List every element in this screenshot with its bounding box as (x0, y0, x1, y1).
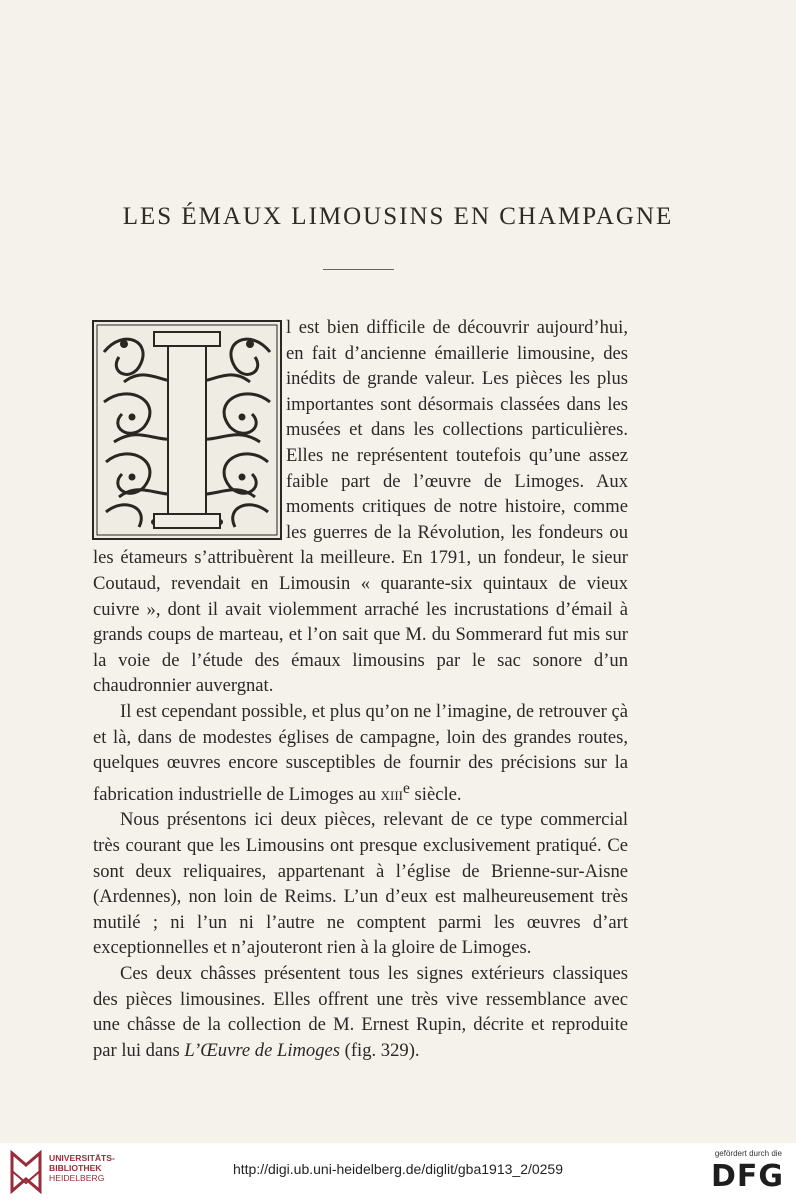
article-body (93, 315, 628, 1063)
century-numeral: xiii (380, 783, 403, 805)
book-title: L’Œuvre de Limoges (184, 1039, 341, 1061)
drop-cap-spacer (93, 315, 286, 545)
paragraph-2-text-b: siècle. (409, 783, 462, 805)
paragraph-1-text: l est bien difficile de découvrir aujourd’hui, en fait d’ancienne émaillerie limousine, des inédits de grande valeur. Les pièces les plus importantes sont désormais classées dans les musées et dans les collections particulières. Elles ne représentent toutefois qu’une assez faible part de l’œuvre de Limoges. Aux moments critiques de notre histoire, comme les guerres de la Révolution, les fondeurs ou les étameurs s’attribuèrent la meilleure. En 1791, un fondeur, le sieur Coutaud, revendait en Limousin « quarante-six quintaux de vieux cuivre », dont il avait violemment arraché les incrustations d’émail à grands coups de marteau, et l’on sait que M. du Sommerard fut mis sur la voie de l’étude des émaux limousins par le sac sonore d’un chaudronnier auvergnat. (93, 317, 628, 697)
dfg-logo: DFG (710, 1159, 784, 1194)
library-name-line-2: BIBLIOTHEK (49, 1163, 102, 1173)
paragraph-4 (93, 961, 628, 1063)
paragraph-2-text-a: Il est cependant possible, et plus qu’on ne l’imagine, de retrouver çà et là, dans de modestes églises de campagne, loin des grandes routes, quelques œuvres encore susceptibles de fournir des précisions sur la fabrication industrielle de Limoges au (93, 700, 628, 805)
century-superscript: e (403, 779, 410, 797)
paragraph-4-text-a: Ces deux châsses présentent tous les signes extérieurs classiques des pièces limousines. Elles offrent une très vive ressemblance avec une châsse de la collection de M. Ernest Rupin, décrite et reproduite par lui dans (93, 963, 628, 1061)
paragraph-4-text-b: (fig. 329). (340, 1039, 420, 1061)
library-name-line-1: UNIVERSITÄTS- (49, 1153, 115, 1163)
funding-note: gefördert durch die (714, 1149, 782, 1158)
title-divider (323, 269, 394, 270)
permalink[interactable]: http://digi.ub.uni-heidelberg.de/diglit/gba1913_2/0259 (232, 1161, 564, 1177)
library-name-line-3: HEIDELBERG (49, 1173, 105, 1183)
article-title: LES ÉMAUX LIMOUSINS EN CHAMPAGNE (122, 203, 674, 230)
paragraph-3: Nous présentons ici deux pièces, relevant de ce type commercial très courant que les Limousins ont presque exclusivement pratiqué. Ce sont deux reliquaires, appartenant à l’église de Brienne-sur-Aisne (Ardennes), non loin de Reims. L’un d’eux est malheureusement très mutilé ; ni l’un ni l’autre ne comptent parmi les œuvres d’art exceptionnelles et n’ajouteront rien à la gloire de Limoges. (93, 809, 628, 959)
paragraph-2 (93, 699, 628, 808)
digitization-footer (0, 1143, 796, 1200)
